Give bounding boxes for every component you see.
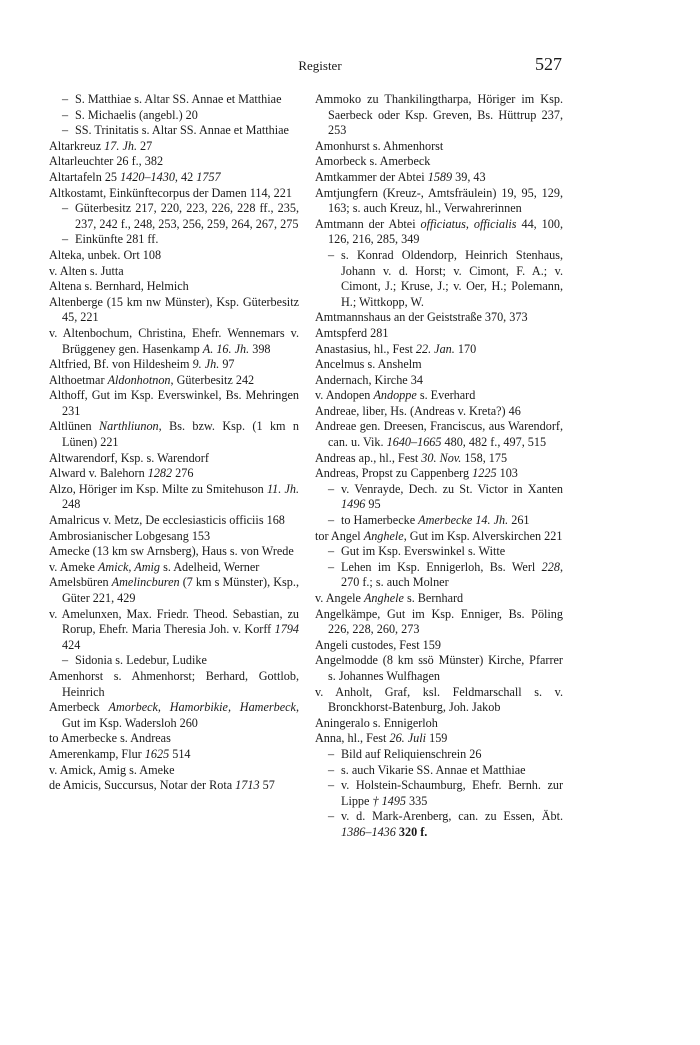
register-entry [315,638,563,654]
entry-text: Ancelmus s. Anshelm [315,357,422,372]
entry-text: Althoetmar Aldonhotnon, Güterbesitz 242 [49,372,255,387]
register-entry [49,544,299,560]
entry-text: Angelmodde (8 km ssö Münster) Kirche, Pfarrer s. Johannes Wulfhagen [315,653,563,683]
register-entry [315,451,563,467]
register-entry [315,357,563,373]
register-entry [315,716,563,732]
subentry-dash: – [328,762,335,777]
register-subentry [315,560,563,591]
subentry-dash: – [328,746,335,761]
entry-text: Ammoko zu Thankilingtharpa, Höriger im Ksp. Saerbeck oder Ksp. Greven, Bs. Hüttrup 237, 253 [315,92,563,138]
entry-text: Alward v. Balehorn 1282 276 [49,466,194,481]
page-number: 527 [535,54,562,74]
entry-text: Amerbeck Amorbeck, Hamorbikie, Hamerbeck, Gut im Ksp. Wadersloh 260 [49,700,299,730]
entry-text: Amecke (13 km sw Arnsberg), Haus s. von Wrede [49,544,294,559]
entry-text: Amelsbüren Amelincburen (7 km s Münster), Ksp., Güter 221, 429 [49,575,299,605]
entry-text: Andreas ap., hl., Fest 30. Nov. 158, 175 [315,450,508,465]
register-entry [49,326,299,357]
register-entry [49,466,299,482]
register-entry [315,419,563,450]
subentry-dash: – [328,481,335,496]
register-entry [49,139,299,155]
entry-text: Amtmann der Abtei officiatus, officialis 44, 100, 126, 216, 285, 349 [315,216,563,247]
subentry-dash: – [328,559,335,574]
register-subentry [49,123,299,139]
entry-text: Altena s. Bernhard, Helmich [49,279,189,294]
register-subentry [315,482,563,513]
entry-text: Althoff, Gut im Ksp. Everswinkel, Bs. Mehringen 231 [49,388,299,418]
entry-text: Altarleuchter 26 f., 382 [49,154,164,169]
entry-text: v. Angele Anghele s. Bernhard [315,591,464,605]
entry-text: Altkostamt, Einkünftecorpus der Damen 114, 221 [49,185,292,200]
page-header [0,54,700,78]
entry-text: Altenberge (15 km nw Münster), Ksp. Güterbesitz 45, 221 [49,294,299,325]
register-entry [315,217,563,248]
subentry-dash: – [62,107,69,122]
subentry-dash: – [62,92,69,106]
register-entry [49,778,299,794]
register-subentry [49,108,299,124]
register-subentry [49,201,299,232]
register-entry [49,186,299,202]
entry-text: Aningeralo s. Ennigerloh [315,715,438,730]
entry-text: Angelkämpe, Gut im Ksp. Enniger, Bs. Pöling 226, 228, 260, 273 [315,606,563,637]
entry-text: Altwarendorf, Ksp. s. Warendorf [49,450,209,465]
entry-text: de Amicis, Succursus, Notar der Rota 1713 57 [49,778,275,793]
entry-text: Altartafeln 25 1420–1430, 42 1757 [49,169,221,184]
entry-text: Alteka, unbek. Ort 108 [49,247,162,262]
register-entry [315,591,563,607]
register-entry [315,653,563,684]
entry-text: to Amerbecke s. Andreas [49,731,171,746]
register-entry [315,388,563,404]
register-entry [49,388,299,419]
subentry-dash: – [328,513,335,528]
register-entry [315,404,563,420]
register-subentry [315,747,563,763]
register-entry [315,466,563,482]
entry-text: Andernach, Kirche 34 [315,372,423,387]
register-entry [315,139,563,155]
register-entry [49,731,299,747]
register-entry [315,731,563,747]
entry-text: Andreae gen. Dreesen, Franciscus, aus Warendorf, can. u. Vik. 1640–1665 480, 482 f., 497, 515 [315,419,563,450]
register-entry [49,529,299,545]
register-subentry [315,778,563,809]
entry-text: s. auch Vikarie SS. Annae et Matthiae [341,762,526,777]
register-entry [49,763,299,779]
entry-text: Anastasius, hl., Fest 22. Jan. 170 [315,341,477,356]
entry-text: v. Ameke Amick, Amig s. Adelheid, Werner [49,559,260,574]
entry-text: v. Amelunxen, Max. Friedr. Theod. Sebastian, zu Rorup, Ehefr. Maria Theresia Joh. v. Korff 1794 424 [49,606,299,652]
register-entry [315,607,563,638]
subentry-dash: – [62,653,69,668]
register-subentry [49,92,299,108]
entry-text: Amtjungfern (Kreuz-, Amtsfräulein) 19, 95, 129, 163; s. auch Kreuz, hl., Verwahrerinnen [315,185,563,216]
register-subentry [315,809,563,840]
entry-text: Amalricus v. Metz, De ecclesiasticis officiis 168 [49,513,285,528]
register-entry [49,264,299,280]
entry-text: v. Amick, Amig s. Ameke [49,762,175,777]
register-entry [49,513,299,529]
entry-text: v. Holstein-Schaumburg, Ehefr. Bernh. zur Lippe † 1495 335 [341,778,563,808]
register-entry [49,560,299,576]
register-entry [315,170,563,186]
entry-text: s. Konrad Oldendorp, Heinrich Stenhaus, Johann v. d. Horst; v. Cimont, F. A.; v. Cimont, J.; Kruse, J.; v. Oer, H.; Polemann, H.; Wittkopp, W. [341,247,563,309]
entry-text: Altfried, Bf. von Hildesheim 9. Jh. 97 [49,357,235,372]
register-entry [49,482,299,513]
entry-text: tor Angel Anghele, Gut im Ksp. Alverskirchen 221 [315,528,563,543]
register-subentry [49,653,299,669]
subentry-dash: – [62,232,69,247]
register-subentry [315,544,563,560]
entry-text: Amtmannshaus an der Geiststraße 370, 373 [315,310,528,325]
register-entry [49,248,299,264]
register-entry [49,419,299,450]
register-entry [315,310,563,326]
register-entry [315,685,563,716]
entry-text: Alzo, Höriger im Ksp. Milte zu Smitehuson 11. Jh. 248 [49,481,299,512]
entry-text: SS. Trinitatis s. Altar SS. Annae et Matthiae [75,123,289,138]
entry-text: Andreae, liber, Hs. (Andreas v. Kreta?) 46 [315,403,521,418]
register-entry [315,154,563,170]
register-column-right [315,92,563,841]
entry-text: Amtkammer der Abtei 1589 39, 43 [315,169,486,184]
entry-text: Amorbeck s. Amerbeck [315,154,431,169]
entry-text: v. Alten s. Jutta [49,263,124,278]
entry-text: v. Anholt, Graf, ksl. Feldmarschall s. v. Bronckhorst-Batenburg, Joh. Jakob [315,684,563,715]
register-entry [49,700,299,731]
subentry-dash: – [328,778,335,793]
register-entry [49,357,299,373]
entry-text: Amenhorst s. Ahmenhorst; Berhard, Gottlob, Heinrich [49,668,299,699]
register-entry [49,607,299,654]
register-entry [49,170,299,186]
entry-text: S. Michaelis (angebl.) 20 [75,107,198,122]
subentry-dash: – [62,201,69,216]
entry-text: Güterbesitz 217, 220, 223, 226, 228 ff., 235, 237, 242 f., 248, 253, 256, 259, 264, 267, 275 [75,201,299,231]
register-entry [49,451,299,467]
register-entry [49,154,299,170]
register-subentry [49,232,299,248]
register-subentry [315,248,563,310]
register-entry [315,92,563,139]
register-subentry [315,763,563,779]
entry-text: v. Andopen Andoppe s. Everhard [315,388,476,403]
running-title: Register [298,58,342,73]
register-column-left [49,92,299,794]
entry-text: Lehen im Ksp. Ennigerloh, Bs. Werl 228, 270 f.; s. auch Molner [341,559,563,590]
entry-text: Altarkreuz 17. Jh. 27 [49,138,153,153]
entry-text: Sidonia s. Ledebur, Ludike [75,653,207,668]
subentry-dash: – [328,247,335,262]
register-entry [315,529,563,545]
entry-text: Anna, hl., Fest 26. Juli 159 [315,731,448,746]
entry-text: Bild auf Reliquienschrein 26 [341,746,482,761]
register-entry [315,186,563,217]
subentry-dash: – [328,809,335,824]
register-entry [49,669,299,700]
entry-text: Amtspferd 281 [315,325,389,340]
register-entry [49,373,299,389]
entry-text: Amonhurst s. Ahmenhorst [315,138,444,153]
entry-text: Einkünfte 281 ff. [75,232,159,247]
entry-text: v. Altenbochum, Christina, Ehefr. Wennemars v. Brüggeney gen. Hasenkamp A. 16. Jh. 398 [49,325,299,356]
register-entry [49,295,299,326]
register-entry [49,279,299,295]
subentry-dash: – [328,544,335,559]
entry-text: Angeli custodes, Fest 159 [315,637,441,652]
entry-text: Amerenkamp, Flur 1625 514 [49,746,191,761]
register-entry [315,373,563,389]
register-entry [49,747,299,763]
entry-text: Andreas, Propst zu Cappenberg 1225 103 [315,466,518,481]
entry-text: to Hamerbecke Amerbecke 14. Jh. 261 [341,513,530,528]
entry-text: v. d. Mark-Arenberg, can. zu Essen, Äbt. 1386–1436 320 f. [341,809,563,839]
entry-text: S. Matthiae s. Altar SS. Annae et Matthiae [75,92,282,106]
entry-text: v. Venrayde, Dech. zu St. Victor in Xanten 1496 95 [341,481,563,512]
register-subentry [315,513,563,529]
entry-text: Gut im Ksp. Everswinkel s. Witte [341,544,506,559]
register-entry [315,342,563,358]
entry-text: Altlünen Narthliunon, Bs. bzw. Ksp. (1 km n Lünen) 221 [49,419,300,450]
entry-text: Ambrosianischer Lobgesang 153 [49,528,211,543]
register-entry [315,326,563,342]
register-entry [49,575,299,606]
subentry-dash: – [62,123,69,138]
